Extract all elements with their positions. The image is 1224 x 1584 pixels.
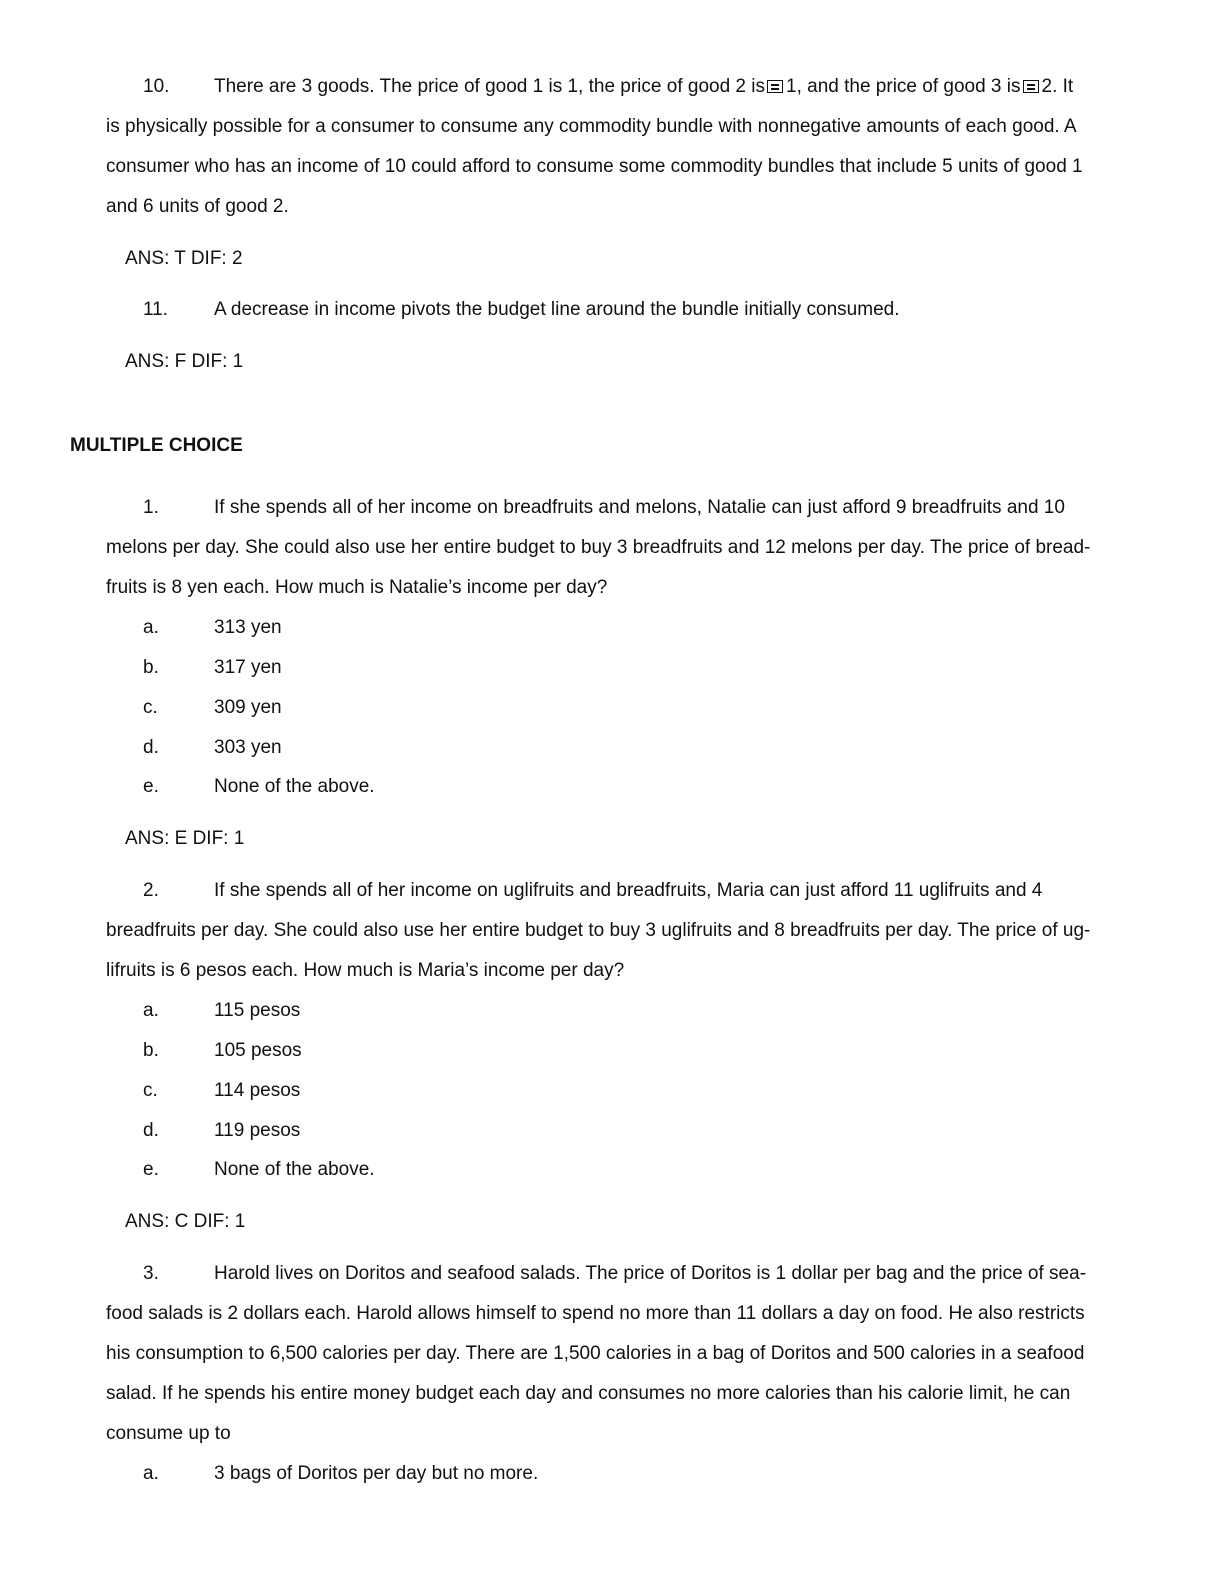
option-letter: e.: [143, 776, 159, 797]
question-text-line: A decrease in income pivots the budget line around the bundle initially consumed.: [214, 299, 900, 320]
question-number: 10.: [143, 76, 170, 97]
question-text-line: breadfruits per day. She could also use her entire budget to buy 3 uglifruits and 8 breadfruits per day. The price of ug-: [106, 920, 1091, 941]
question-text-line: consume up to: [106, 1423, 231, 1444]
question-number: 3.: [143, 1263, 159, 1284]
question-text-line: [214, 75, 1073, 99]
option-letter: c.: [143, 697, 158, 718]
question-text-line: food salads is 2 dollars each. Harold allows himself to spend no more than 11 dollars a day on food. He also restricts: [106, 1303, 1085, 1324]
question-text-line: salad. If he spends his entire money budget each day and consumes no more calories than his calorie limit, he can: [106, 1383, 1071, 1404]
question-text-line: lifruits is 6 pesos each. How much is Maria’s income per day?: [106, 960, 625, 981]
section-heading: MULTIPLE CHOICE: [70, 435, 243, 456]
option-text: 3 bags of Doritos per day but no more.: [214, 1463, 539, 1484]
answer-line: ANS: C DIF: 1: [125, 1211, 246, 1232]
option-text: 119 pesos: [214, 1120, 301, 1141]
missing-glyph-icon: [767, 80, 783, 93]
option-text: 313 yen: [214, 617, 282, 638]
option-letter: d.: [143, 737, 159, 758]
answer-line: ANS: F DIF: 1: [125, 351, 244, 372]
option-text: 309 yen: [214, 697, 282, 718]
question-text-segment: 2. It: [1041, 76, 1074, 97]
question-text-line: consumer who has an income of 10 could afford to consume some commodity bundles that include 5 units of good 1: [106, 156, 1083, 177]
option-text: 317 yen: [214, 657, 282, 678]
question-text-line: is physically possible for a consumer to consume any commodity bundle with nonnegative amounts of each good. A: [106, 116, 1077, 137]
option-letter: e.: [143, 1159, 159, 1180]
question-text-line: Harold lives on Doritos and seafood salads. The price of Doritos is 1 dollar per bag and the price of sea-: [214, 1263, 1087, 1284]
option-letter: a.: [143, 617, 159, 638]
question-text-segment: There are 3 goods. The price of good 1 is 1, the price of good 2 is: [214, 76, 765, 97]
option-letter: a.: [143, 1463, 159, 1484]
option-letter: b.: [143, 1040, 159, 1061]
answer-line: ANS: T DIF: 2: [125, 248, 243, 269]
option-text: 303 yen: [214, 737, 282, 758]
option-letter: a.: [143, 1000, 159, 1021]
question-number: 2.: [143, 880, 159, 901]
question-text-line: If she spends all of her income on breadfruits and melons, Natalie can just afford 9 breadfruits and 10: [214, 497, 1065, 518]
option-text: None of the above.: [214, 776, 375, 797]
missing-glyph-icon: [1023, 80, 1039, 93]
option-text: 105 pesos: [214, 1040, 302, 1061]
question-number: 1.: [143, 497, 159, 518]
answer-line: ANS: E DIF: 1: [125, 828, 245, 849]
question-number: 11.: [143, 299, 169, 320]
question-text-line: and 6 units of good 2.: [106, 196, 289, 217]
option-text: 114 pesos: [214, 1080, 301, 1101]
question-text-line: If she spends all of her income on uglifruits and breadfruits, Maria can just afford 11 uglifruits and 4: [214, 880, 1043, 901]
option-text: None of the above.: [214, 1159, 375, 1180]
option-text: 115 pesos: [214, 1000, 301, 1021]
question-text-line: melons per day. She could also use her entire budget to buy 3 breadfruits and 12 melons per day. The price of bread-: [106, 537, 1091, 558]
question-text-line: fruits is 8 yen each. How much is Natalie’s income per day?: [106, 577, 608, 598]
option-letter: b.: [143, 657, 159, 678]
option-letter: c.: [143, 1080, 158, 1101]
question-text-line: his consumption to 6,500 calories per day. There are 1,500 calories in a bag of Doritos and 500 calories in a seafood: [106, 1343, 1085, 1364]
question-text-segment: 1, and the price of good 3 is: [786, 76, 1021, 97]
option-letter: d.: [143, 1120, 159, 1141]
